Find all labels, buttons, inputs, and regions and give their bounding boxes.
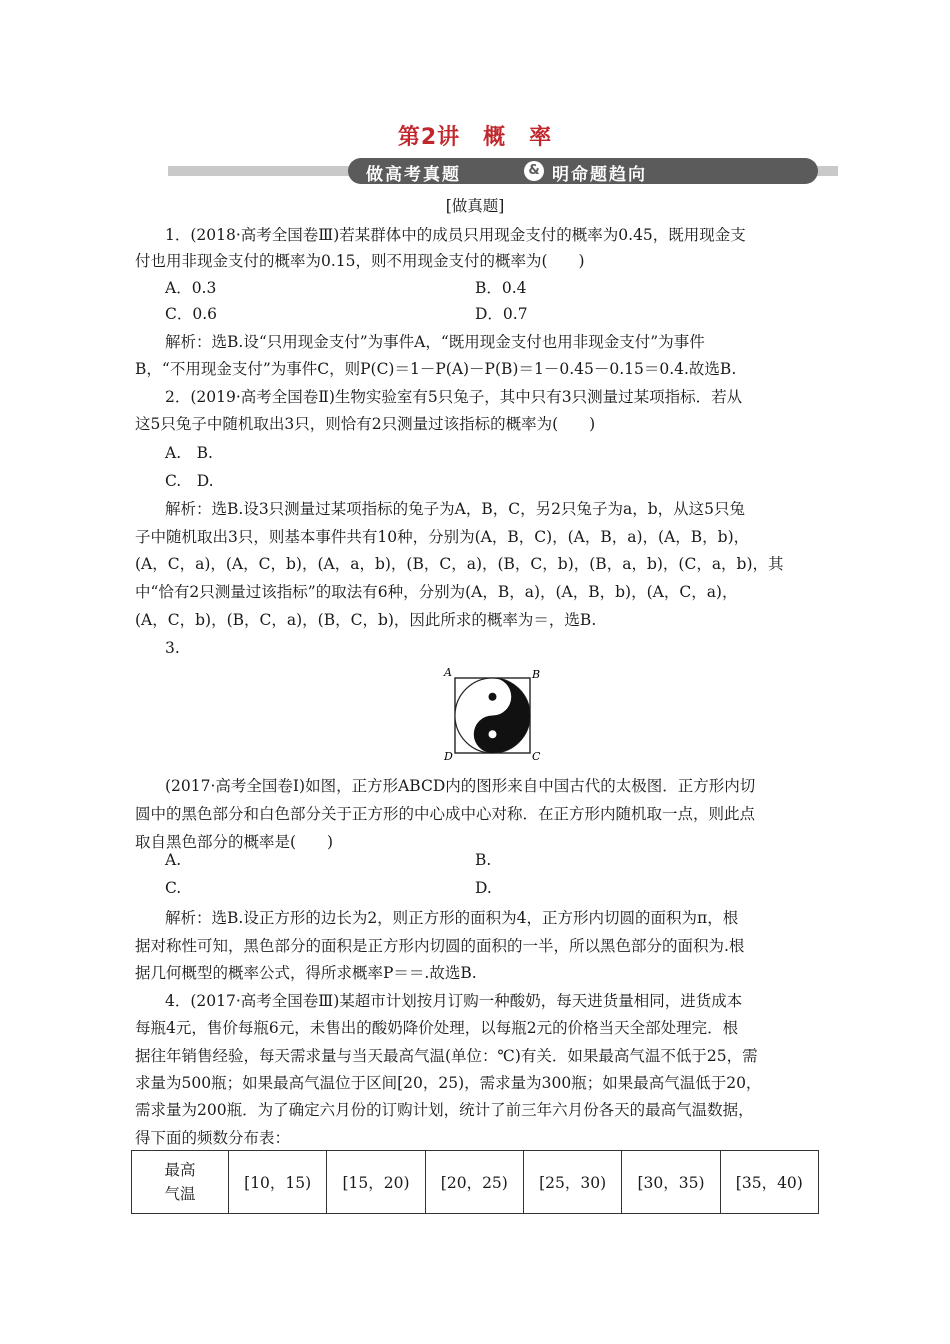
q4-line-4: 求量为500瓶；如果最高气温位于区间[20，25)，需求量为300瓶；如果最高气温低于20， bbox=[135, 1074, 762, 1092]
q4-line-1: 4．(2017·高考全国卷Ⅲ)某超市计划按月订购一种酸奶，每天进货量相同，进货成本 bbox=[165, 992, 743, 1010]
q1-option-d: D．0.7 bbox=[475, 305, 528, 323]
q1-line-2: 付也用非现金支付的概率为0.15，则不用现金支付的概率为( ) bbox=[135, 252, 585, 270]
table-cell: [35，40) bbox=[720, 1151, 818, 1214]
section-banner bbox=[168, 158, 838, 184]
table-row bbox=[132, 1151, 819, 1214]
q3-number: 3. bbox=[165, 639, 180, 657]
table-cell: [10，15) bbox=[229, 1151, 327, 1214]
label-c: C bbox=[532, 750, 541, 762]
q2-line-1: 2．(2019·高考全国卷Ⅱ)生物实验室有5只兔子，其中只有3只测量过某项指标．若从 bbox=[165, 388, 743, 406]
q3-option-b: B. bbox=[475, 851, 492, 869]
q4-line-3: 据往年销售经验，每天需求量与当天最高气温(单位：℃)有关．如果最高气温不低于25，需 bbox=[135, 1047, 758, 1065]
q3-line-2: 圆中的黑色部分和白色部分关于正方形的中心成中心对称．在正方形内随机取一点，则此点 bbox=[135, 805, 756, 823]
table-cell: [30，35) bbox=[622, 1151, 720, 1214]
q3-answer-line-1: 解析：选B.设正方形的边长为2，则正方形的面积为4，正方形内切圆的面积为π，根 bbox=[165, 909, 739, 927]
taiji-figure bbox=[440, 662, 550, 762]
q3-line-1: (2017·高考全国卷Ⅰ)如图，正方形ABCD内的图形来自中国古代的太极图．正方形内切 bbox=[165, 777, 756, 795]
q2-options-ab: A. B. bbox=[165, 444, 213, 462]
q1-option-c: C．0.6 bbox=[165, 305, 218, 323]
q2-line-2: 这5只兔子中随机取出3只，则恰有2只测量过该指标的概率为( ) bbox=[135, 415, 596, 433]
table-cell: [20，25) bbox=[425, 1151, 523, 1214]
q1-option-b: B．0.4 bbox=[475, 279, 527, 297]
section-heading: [做真题] bbox=[445, 197, 505, 215]
q2-answer-line-2: 子中随机取出3只，则基本事件共有10种，分别为(A，B，C)，(A，B，a)，(A，B，b)， bbox=[135, 528, 750, 546]
q1-answer-line-2: B，“不用现金支付”为事件C，则P(C)＝1－P(A)－P(B)＝1－0.45－0.15＝0.4.故选B. bbox=[135, 360, 737, 378]
frequency-table bbox=[131, 1150, 819, 1214]
page-title: 第2讲 概 率 bbox=[397, 125, 553, 150]
q1-option-a: A．0.3 bbox=[165, 279, 217, 297]
table-header-cell bbox=[132, 1151, 229, 1214]
label-d: D bbox=[444, 750, 453, 762]
q3-answer-line-2: 据对称性可知，黑色部分的面积是正方形内切圆的面积的一半，所以黑色部分的面积为.根 bbox=[135, 937, 745, 955]
banner-left-text: 做高考真题 bbox=[366, 165, 461, 185]
q2-answer-line-5: (A，C，b)，(B，C，a)，(B，C，b)，因此所求的概率为＝，选B. bbox=[135, 611, 597, 629]
q4-line-6: 得下面的频数分布表： bbox=[135, 1129, 291, 1147]
white-dot bbox=[489, 730, 497, 738]
table-header-line-2: 气温 bbox=[164, 1185, 196, 1203]
q1-answer-line-1: 解析：选B.设“只用现金支付”为事件A，“既用现金支付也用非现金支付”为事件 bbox=[165, 333, 705, 351]
label-b: B bbox=[532, 668, 541, 681]
q2-options-cd: C. D. bbox=[165, 472, 214, 490]
q2-answer-line-4: 中“恰有2只测量过该指标”的取法有6种，分别为(A，B，a)，(A，B，b)，(A，C，a)， bbox=[135, 583, 738, 601]
q3-answer-line-3: 据几何概型的概率公式，得所求概率P＝＝.故选B. bbox=[135, 964, 477, 982]
table-cell: [15，20) bbox=[327, 1151, 425, 1214]
q3-option-d: D. bbox=[475, 879, 492, 897]
q3-option-a: A. bbox=[165, 851, 182, 869]
q2-answer-line-3: (A，C，a)，(A，C，b)，(A，a，b)，(B，C，a)，(B，C，b)，(B，a，b)，(C，a，b)，其 bbox=[135, 555, 784, 573]
q3-option-c: C. bbox=[165, 879, 182, 897]
ampersand-icon: & bbox=[524, 161, 544, 181]
table-header-line-1: 最高 bbox=[164, 1161, 196, 1179]
black-dot bbox=[489, 693, 497, 701]
q4-line-5: 需求量为200瓶．为了确定六月份的订购计划，统计了前三年六月份各天的最高气温数据， bbox=[135, 1101, 754, 1119]
label-a: A bbox=[444, 666, 452, 679]
table-cell: [25，30) bbox=[523, 1151, 621, 1214]
q3-line-3: 取自黑色部分的概率是( ) bbox=[135, 833, 334, 851]
banner-right-text: 明命题趋向 bbox=[552, 165, 647, 185]
q2-answer-line-1: 解析：选B.设3只测量过某项指标的兔子为A，B，C，另2只兔子为a，b，从这5只兔 bbox=[165, 500, 746, 518]
q1-line-1: 1．(2018·高考全国卷Ⅲ)若某群体中的成员只用现金支付的概率为0.45，既用现金支 bbox=[165, 226, 746, 244]
q4-line-2: 每瓶4元，售价每瓶6元，未售出的酸奶降价处理，以每瓶2元的价格当天全部处理完．根 bbox=[135, 1019, 739, 1037]
